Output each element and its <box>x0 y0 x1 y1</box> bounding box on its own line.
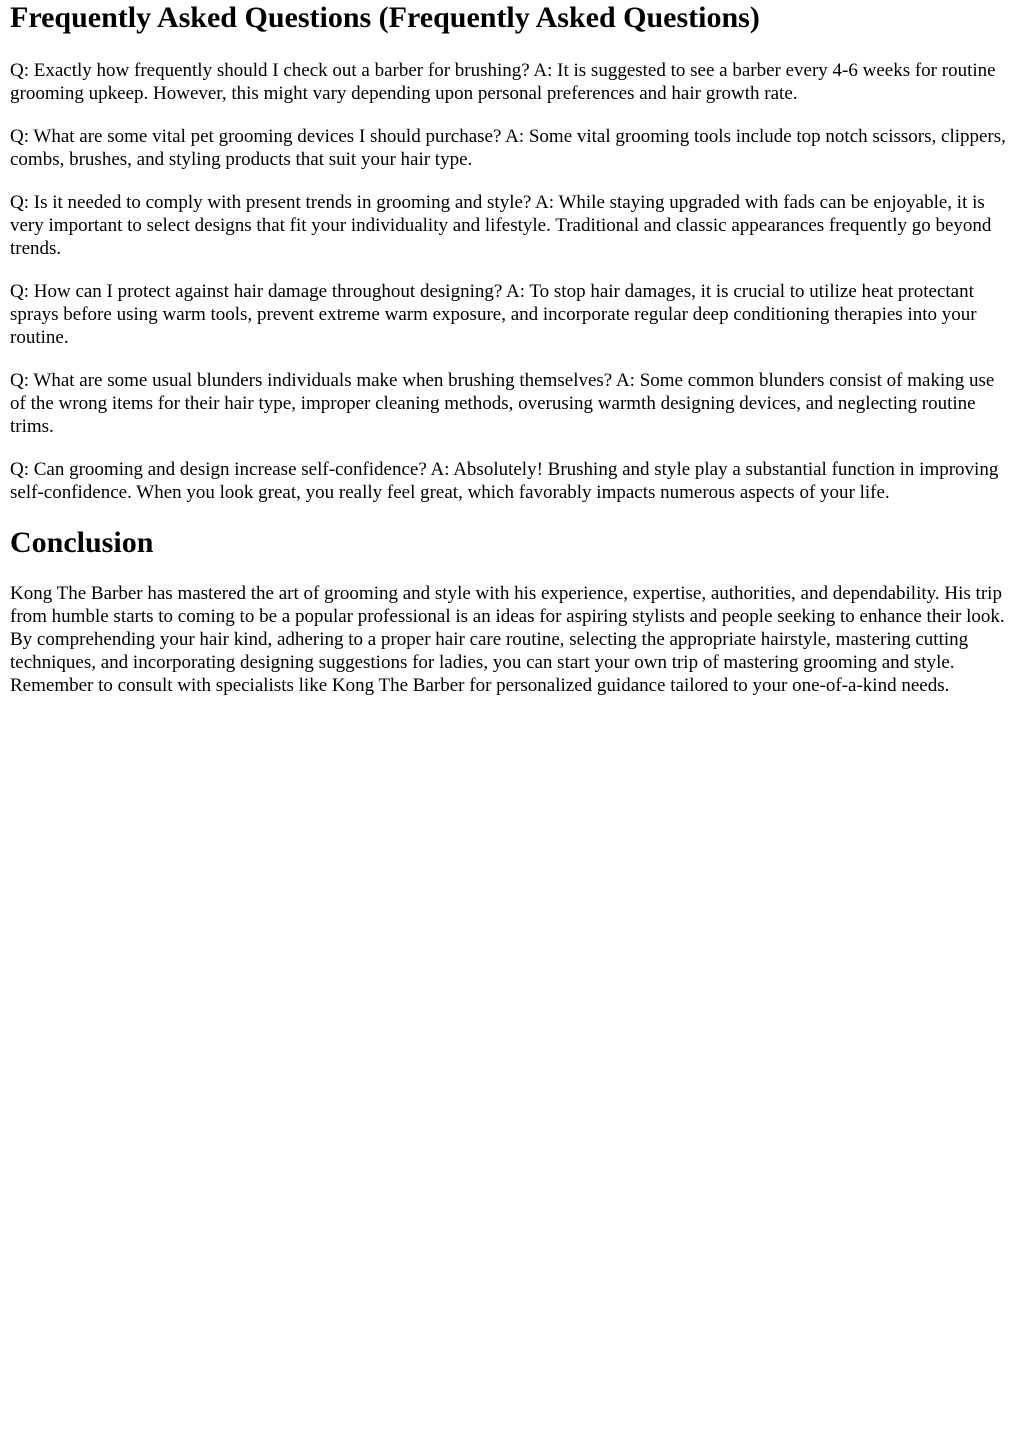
faq-item: Q: Exactly how frequently should I check out a barber for brushing? A: It is suggested to see a barber every 4-6 weeks for routine grooming upkeep. However, this might vary depending upon personal preferences and hair growth rate. <box>10 60 996 104</box>
faq-item: Q: Can grooming and design increase self-confidence? A: Absolutely! Brushing and style play a substantial function in improving self-confidence. When you look great, you really feel great, which favorably impacts numerous aspects of your life. <box>10 459 999 503</box>
conclusion-paragraph: Kong The Barber has mastered the art of grooming and style with his experience, expertise, authorities, and dependability. His trip from humble starts to coming to be a popular professional is an ideas for aspiring stylists and people seeking to enhance their look. By comprehending your hair kind, adhering to a proper hair care routine, selecting the appropriate hairstyle, mastering cutting techniques, and incorporating designing suggestions for ladies, you can start your own trip of mastering grooming and style. Remember to consult with specialists like Kong The Barber for personalized guidance tailored to your one-of-a-kind needs. <box>10 583 1005 696</box>
faq-item: Q: What are some usual blunders individuals make when brushing themselves? A: Some common blunders consist of making use of the wrong items for their hair type, improper cleaning methods, overusing warmth designing devices, and neglecting routine trims. <box>10 370 995 437</box>
document-page <box>0 0 1024 697</box>
faq-item: Q: Is it needed to comply with present trends in grooming and style? A: While staying upgraded with fads can be enjoyable, it is very important to select designs that fit your individuality and lifestyle. Traditional and classic appearances frequently go beyond trends. <box>10 192 992 259</box>
faq-item: Q: How can I protect against hair damage throughout designing? A: To stop hair damages, it is crucial to utilize heat protectant sprays before using warm tools, prevent extreme warm exposure, and incorporate regular deep conditioning therapies into your routine. <box>10 281 977 348</box>
faq-heading: Frequently Asked Questions (Frequently Asked Questions) <box>10 1 760 34</box>
faq-item: Q: What are some vital pet grooming devices I should purchase? A: Some vital grooming tools include top notch scissors, clippers, combs, brushes, and styling products that suit your hair type. <box>10 126 1006 170</box>
conclusion-heading: Conclusion <box>10 526 154 559</box>
